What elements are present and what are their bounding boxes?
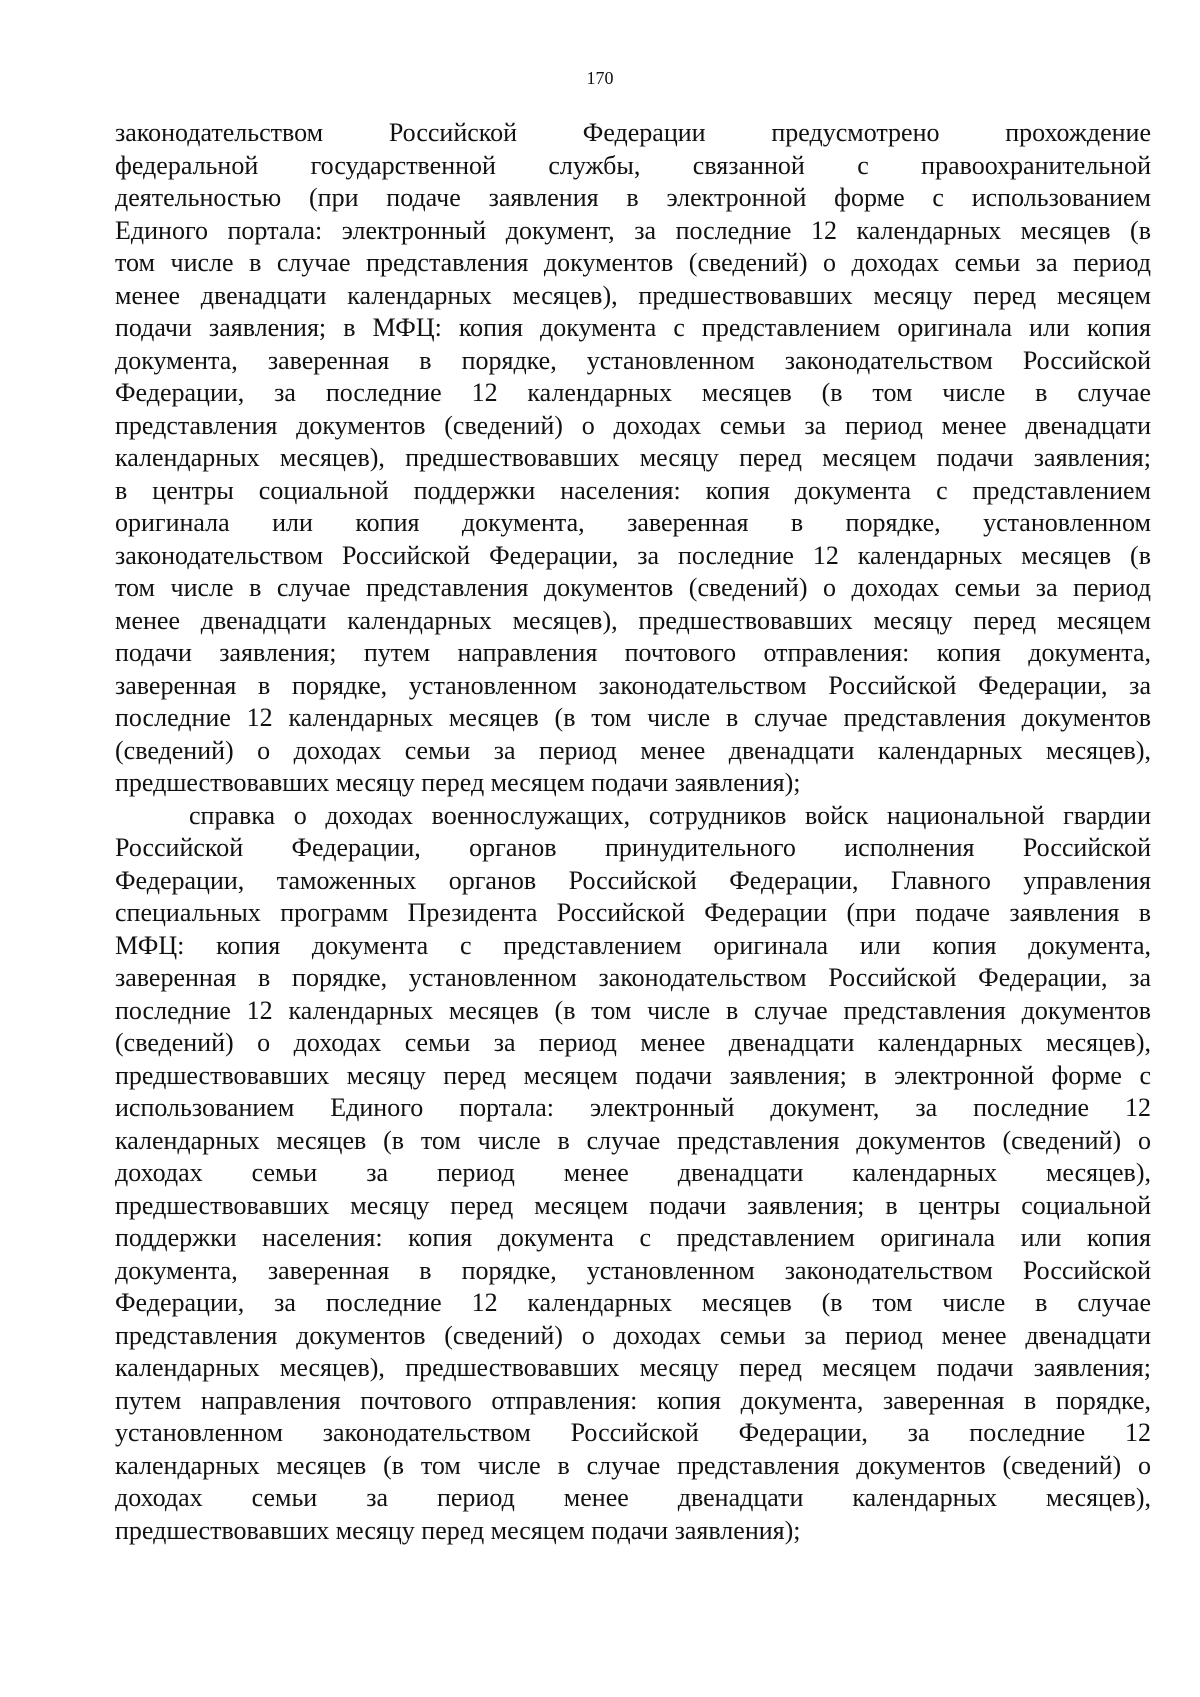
page-number: 170 [586,68,614,88]
text-line: Российской Федерации, органов принудительного исполнения Российской [115,833,1151,862]
text-line: заверенная в порядке, установленном законодательством Российской Федерации, за [115,670,1151,700]
text-line: том числе в случае представления документов (сведений) о доходах семьи за период [115,573,1151,602]
text-line: предшествовавших месяцу перед месяцем подачи заявления; в центры социальной [115,1190,1151,1220]
text-line: законодательством Российской Федерации, за последние 12 календарных месяцев (в [115,540,1151,570]
text-line: Федерации, за последние 12 календарных месяцев (в том числе в случае [115,378,1151,407]
text-line: календарных месяцев (в том числе в случае представления документов (сведений) о [115,1450,1151,1480]
text-line: представления документов (сведений) о доходах семьи за период менее двенадцати [115,1320,1151,1350]
text-line: представления документов (сведений) о доходах семьи за период менее двенадцати [115,410,1151,440]
text-line: последние 12 календарных месяцев (в том числе в случае представления документов [115,703,1151,732]
text-line: (сведений) о доходах семьи за период менее двенадцати календарных месяцев), [115,1028,1151,1057]
text-line: Федерации, таможенных органов Российской Федерации, Главного управления [115,865,1151,895]
text-line: установленном законодательством Российской Федерации, за последние 12 [115,1418,1151,1447]
text-line: предшествовавших месяцу перед месяцем подачи заявления); [115,768,801,797]
text-line: справка о доходах военнослужащих, сотрудников войск национальной гвардии [189,800,1151,830]
text-line: предшествовавших месяцу перед месяцем подачи заявления); [115,1515,801,1545]
text-line: поддержки населения: копия документа с представлением оригинала или копия [115,1223,1151,1252]
text-line: менее двенадцати календарных месяцев), предшествовавших месяцу перед месяцем [115,605,1151,635]
text-line: доходах семьи за период менее двенадцати календарных месяцев), [115,1158,1151,1187]
text-line: оригинала или копия документа, заверенная в порядке, установленном [115,508,1151,537]
text-line: деятельностью (при подаче заявления в электронной форме с использованием [115,183,1151,212]
text-line: последние 12 календарных месяцев (в том числе в случае представления документов [115,995,1151,1025]
document-body [115,117,1151,1547]
text-line: календарных месяцев), предшествовавших месяцу перед месяцем подачи заявления; [115,443,1151,472]
text-line: МФЦ: копия документа с представлением оригинала или копия документа, [115,930,1151,960]
text-line: том числе в случае представления документов (сведений) о доходах семьи за период [115,248,1151,277]
text-line: в центры социальной поддержки населения: копия документа с представлением [115,475,1151,505]
text-line: календарных месяцев (в том числе в случае представления документов (сведений) о [115,1125,1151,1155]
text-line: Федерации, за последние 12 календарных месяцев (в том числе в случае [115,1288,1151,1317]
text-line: специальных программ Президента Российской Федерации (при подаче заявления в [115,898,1151,927]
text-line: законодательством Российской Федерации предусмотрено прохождение [115,118,1151,147]
paragraph-income-certificate-continued [115,117,1151,800]
text-line: подачи заявления; в МФЦ: копия документа с представлением оригинала или копия [115,313,1151,342]
text-line: заверенная в порядке, установленном законодательством Российской Федерации, за [115,963,1151,992]
text-line: федеральной государственной службы, связанной с правоохранительной [115,150,1151,180]
text-line: подачи заявления; путем направления почтового отправления: копия документа, [115,638,1151,667]
text-line: Единого портала: электронный документ, за последние 12 календарных месяцев (в [115,215,1151,245]
text-line: (сведений) о доходах семьи за период менее двенадцати календарных месяцев), [115,735,1151,765]
text-line: календарных месяцев), предшествовавших месяцу перед месяцем подачи заявления; [115,1353,1151,1382]
text-line: доходах семьи за период менее двенадцати календарных месяцев), [115,1483,1151,1512]
paragraph-military-income-certificate [115,800,1151,1548]
text-line: путем направления почтового отправления: копия документа, заверенная в порядке, [115,1385,1151,1415]
text-line: предшествовавших месяцу перед месяцем подачи заявления; в электронной форме с [115,1060,1151,1090]
text-line: документа, заверенная в порядке, установленном законодательством Российской [115,345,1151,375]
text-line: менее двенадцати календарных месяцев), предшествовавших месяцу перед месяцем [115,280,1151,310]
text-line: документа, заверенная в порядке, установленном законодательством Российской [115,1255,1151,1285]
text-line: использованием Единого портала: электронный документ, за последние 12 [115,1093,1151,1122]
